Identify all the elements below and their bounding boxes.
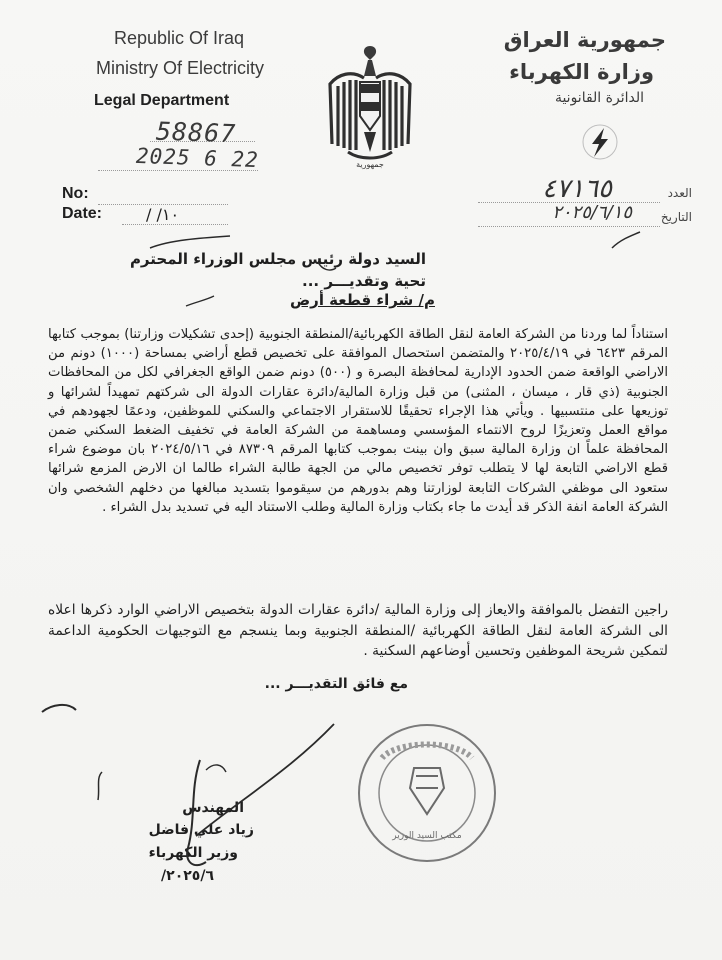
- date-label: Date:: [62, 205, 103, 222]
- arabic-reference-number: ٤٧١٦٥: [542, 174, 612, 204]
- body-paragraph-2: راجين التفضل بالموافقة والايعاز إلى وزارة المالية /دائرة عقارات الدولة بتخصيص الاراضي الوارد ذكرها اعلاه الى الشركة العامة لنقل الطاقة الكهربائية /المنطقة الجنوبية وبما ينسجم مع التوجيهات الحكومية الداعمة لتمكين شريحة الموظفين وتحسين أوضاعهم السكنية .: [48, 602, 668, 659]
- arabic-date-label: التاريخ: [660, 210, 692, 224]
- signature-name: زياد علي فاضل: [148, 822, 254, 838]
- no-line: [98, 204, 228, 205]
- number-underline: [150, 141, 255, 142]
- ministry-name-en: Ministry Of Electricity: [96, 58, 265, 78]
- lightning-logo-icon: [580, 122, 620, 162]
- date-value: / /۱٠: [146, 205, 180, 224]
- subject-line: م/ شراء قطعة أرض: [290, 291, 435, 309]
- greeting: تحية وتقديـــر ...: [302, 272, 426, 290]
- date-underline: [98, 170, 258, 171]
- signature-date: ٢٠٢٥/٦/: [161, 868, 214, 884]
- official-stamp-icon: [352, 718, 502, 868]
- date-line: [122, 224, 228, 225]
- signature-position: وزير الكهرباء: [148, 845, 238, 861]
- addressee: السيد دولة رئيس مجلس الوزراء المحترم: [129, 250, 426, 268]
- department-name-en: Legal Department: [94, 92, 230, 109]
- department-name-ar: الدائرة القانونية: [554, 90, 644, 106]
- ar-number-line: [478, 202, 660, 203]
- emblem-banner: جمهورية: [356, 160, 384, 169]
- stamp-caption: مكتب السيد الوزير: [392, 831, 462, 841]
- signature-title: المهندس: [182, 800, 244, 816]
- ar-date-line: [478, 226, 660, 227]
- number-label: No:: [62, 185, 89, 202]
- handwritten-incoming-number: 58867: [155, 116, 237, 149]
- country-name-ar: جمهورية العراق: [503, 28, 666, 52]
- eagle-emblem-icon: [324, 40, 416, 170]
- country-name-en: Republic Of Iraq: [114, 28, 245, 48]
- handwritten-incoming-date: 2025 6 22: [135, 143, 260, 173]
- closing-line: مع فائق التقديـــر ...: [264, 676, 408, 692]
- ministry-name-ar: وزارة الكهرباء: [509, 60, 654, 84]
- body-paragraph-1: استناداً لما وردنا من الشركة العامة لنقل الطاقة الكهربائية/المنطقة الجنوبية (إحدى تشكيلات وزارتنا) بموجب كتابها المرقم ٦٤٢٣ في ٢٠٢٥/٤/١٩ والمتضمن استحصال الموافقة على تخصيص قطع أراضي بمساحة (١٠٠٠) دونم من الاراضي الواقعة ضمن الحدود الإدارية لمحافظة البصرة و (٥٠٠) دونم ضمن الواقع الجغرافي لكل من المحافظات الجنوبية (ذي قار ، ميسان ، المثنى) من قبل وزارة المالية/دائرة عقارات الدولة الى شركتهم تمهيداً لشرائها و توزيعها على منتسبيها . ويأتي هذا الإجراء تحقيقًا للاستقرار الاجتماعي والسكني للموظفين، ودعمًا لجهودهم في مواقع العمل وتعزيزًا لروح الانتماء المؤسسي ومساهمة من الشركة العامة في تخفيف الضغط السكني ضمن المحافظة علماً ان وزارة المالية سبق وان بينت بموجب كتابها المرقم ٨٧٣٠٩ في ٢٠٢٤/٥/١٦ بان موضوع شراء قطع الاراضي التابعة لها لا يتطلب توفر تخصيص مالي من الجهة طالبة الشراء طالما ان الارض المزمع شرائها ستعود الى موظفي الشركات التابعة لوزارتنا وهم بدورهم من سيقوموا بتسديد مبالغها من دخلهم الشخصي وان الشركة العامة انفة الذكر قد أيدت ما جاء بكتاب وزارة المالية وطلب الاستناد اليه في تسديد بدل الشراء .: [48, 327, 669, 515]
- arabic-number-label: العدد: [667, 186, 692, 200]
- arabic-reference-date: ٢٠٢٥/٦/١٥: [552, 202, 632, 223]
